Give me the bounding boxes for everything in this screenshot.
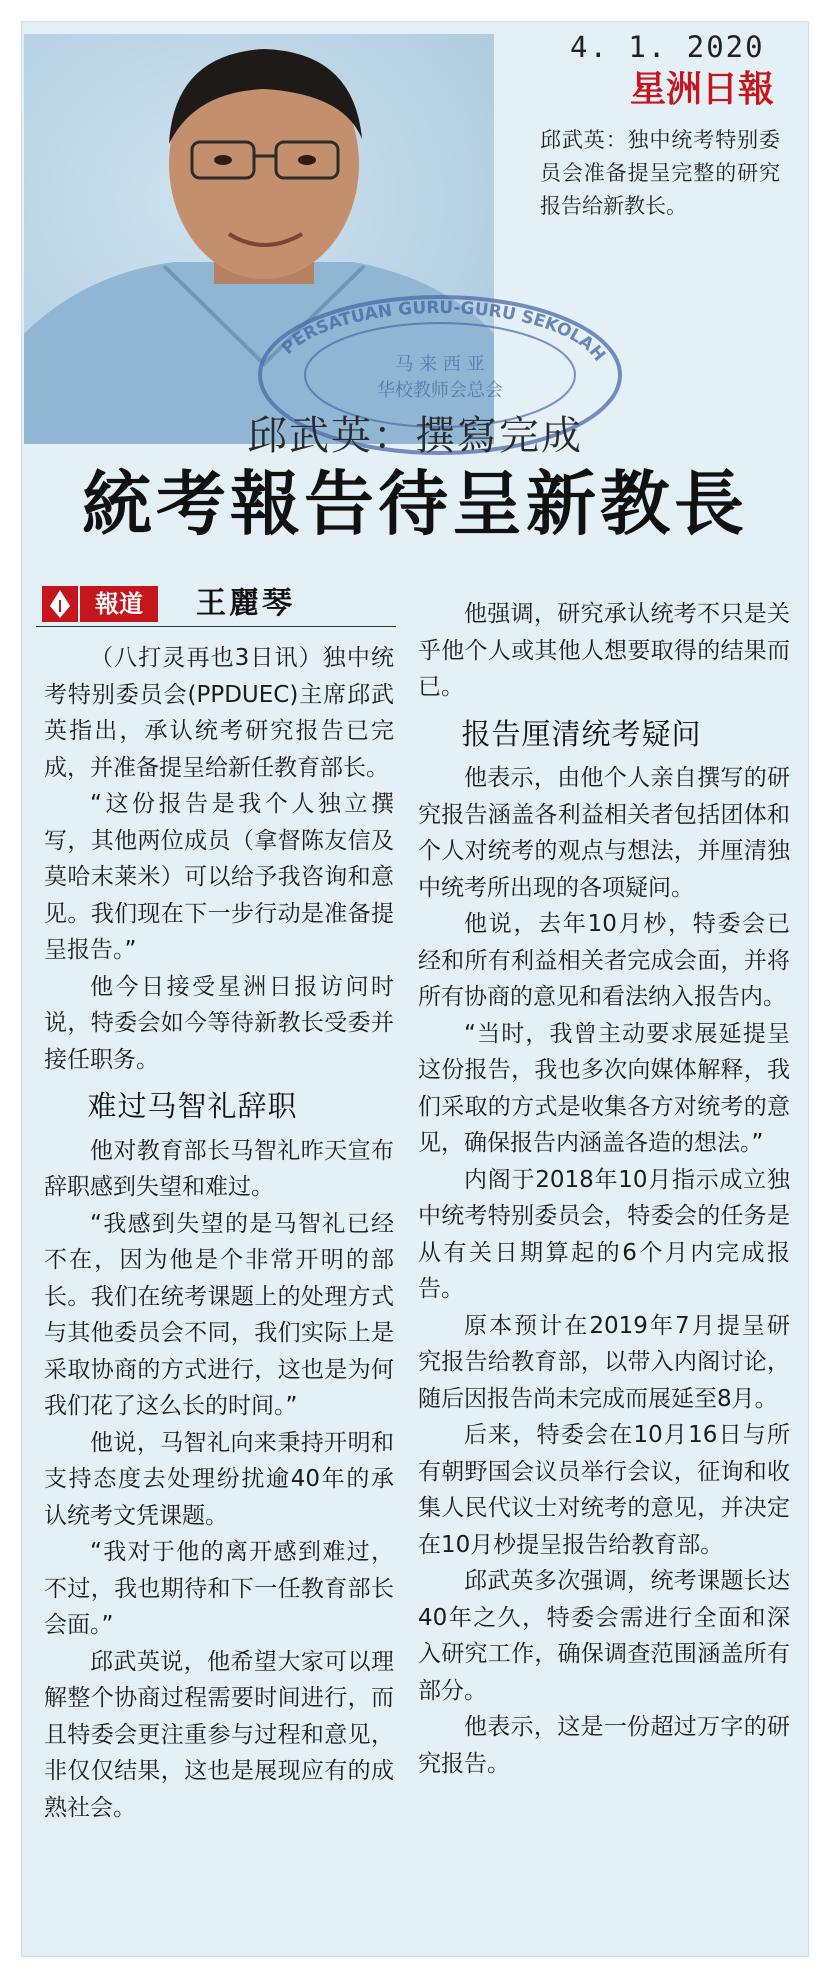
paragraph: 邱武英说，他希望大家可以理解整个协商过程需要时间进行，而且特委会更注重参与过程和意见，非仅仅结果，这也是展现应有的成熟社会。 bbox=[44, 1648, 394, 1821]
stamp-inner-line2: 华校教师会总会 bbox=[377, 380, 503, 401]
pen-nib-icon bbox=[42, 586, 78, 622]
section-subheading: 难过马智礼辞职 bbox=[87, 1089, 298, 1123]
paragraph: 原本预计在2019年7月提呈研究报告给教育部，以带入内阁讨论，随后因报告尚未完成而展延至8月。 bbox=[418, 1312, 790, 1412]
byline-tag: 報道 bbox=[80, 586, 158, 622]
reporter-name: 王麗琴 bbox=[196, 586, 295, 621]
paragraph: “当时，我曾主动要求展延提呈这份报告，我也多次向媒体解释，我们采取的方式是收集各方对统考的意见，确保报告内涵盖各造的想法。” bbox=[418, 1020, 790, 1156]
byline bbox=[36, 582, 396, 627]
stamp-inner-line1: 马 来 西 亚 bbox=[395, 354, 485, 375]
article-headline: 統考報告待呈新教長 bbox=[82, 463, 748, 545]
section-subheading: 报告厘清统考疑问 bbox=[461, 716, 702, 751]
paragraph: 他今日接受星洲日报访问时说，特委会如今等待新教长受委并接任职务。 bbox=[44, 973, 394, 1073]
photo-caption-text: 邱武英：独中统考特别委员会准备提呈完整的研究报告给新教长。 bbox=[540, 128, 780, 218]
paragraph: 他对教育部长马智礼昨天宣布辞职感到失望和难过。 bbox=[44, 1137, 394, 1200]
article-subtitle: 邱武英：撰寫完成 bbox=[247, 413, 583, 459]
paragraph: 他说，马智礼向来秉持开明和支持态度去处理纷扰逾40年的承认统考文凭课题。 bbox=[44, 1429, 394, 1529]
paragraph: 他表示，这是一份超过万字的研究报告。 bbox=[418, 1714, 790, 1777]
paragraph: 内阁于2018年10月指示成立独中统考特别委员会，特委会的任务是从有关日期算起的6个月内完成报告。 bbox=[418, 1166, 790, 1302]
article-left-column bbox=[44, 640, 394, 1826]
publication-date: 4. 1. 2020 bbox=[570, 30, 765, 64]
newspaper-masthead-logo: 星洲日報 bbox=[629, 68, 774, 110]
paragraph: 他强调，研究承认统考不只是关乎他个人或其他人想要取得的结果而已。 bbox=[418, 601, 790, 700]
article-right-column bbox=[418, 596, 790, 1782]
stamp-ring-text: PERSATUAN GURU-GURU SEKOLAH bbox=[277, 297, 610, 366]
paragraph: 他说，去年10月杪，特委会已经和所有利益相关者完成会面，并将所有协商的意见和看法纳入报告内。 bbox=[418, 911, 790, 1010]
paragraph: 他表示，由他个人亲自撰写的研究报告涵盖各利益相关者包括团体和个人对统考的观点与想法，并厘清独中统考所出现的各项疑问。 bbox=[418, 765, 790, 901]
paragraph: 邱武英多次强调，统考课题长达40年之久，特委会需进行全面和深入研究工作，确保调查范围涵盖所有部分。 bbox=[418, 1568, 790, 1704]
paragraph: （八打灵再也3日讯）独中统考特别委员会(PPDUEC)主席邱武英指出，承认统考研究报告已完成，并准备提呈给新任教育部长。 bbox=[44, 645, 394, 781]
photo-caption bbox=[540, 124, 780, 223]
paragraph: “这份报告是我个人独立撰写，其他两位成员（拿督陈友信及莫哈末莱米）可以给予我咨询和意见。我们现在下一步行动是准备提呈报告。” bbox=[44, 791, 394, 963]
paragraph: “我感到失望的是马智礼已经不在，因为他是个非常开明的部长。我们在统考课题上的处理方式与其他委员会不同，我们实际上是采取协商的方式进行，这也是为何我们花了这么长的时间。” bbox=[44, 1210, 394, 1419]
paragraph: 后来，特委会在10月16日与所有朝野国会议员举行会议，征询和收集人民代议士对统考的意见，并决定在10月杪提呈报告给教育部。 bbox=[418, 1422, 790, 1558]
paragraph: “我对于他的离开感到难过，不过，我也期待和下一任教育部长会面。” bbox=[44, 1539, 394, 1638]
